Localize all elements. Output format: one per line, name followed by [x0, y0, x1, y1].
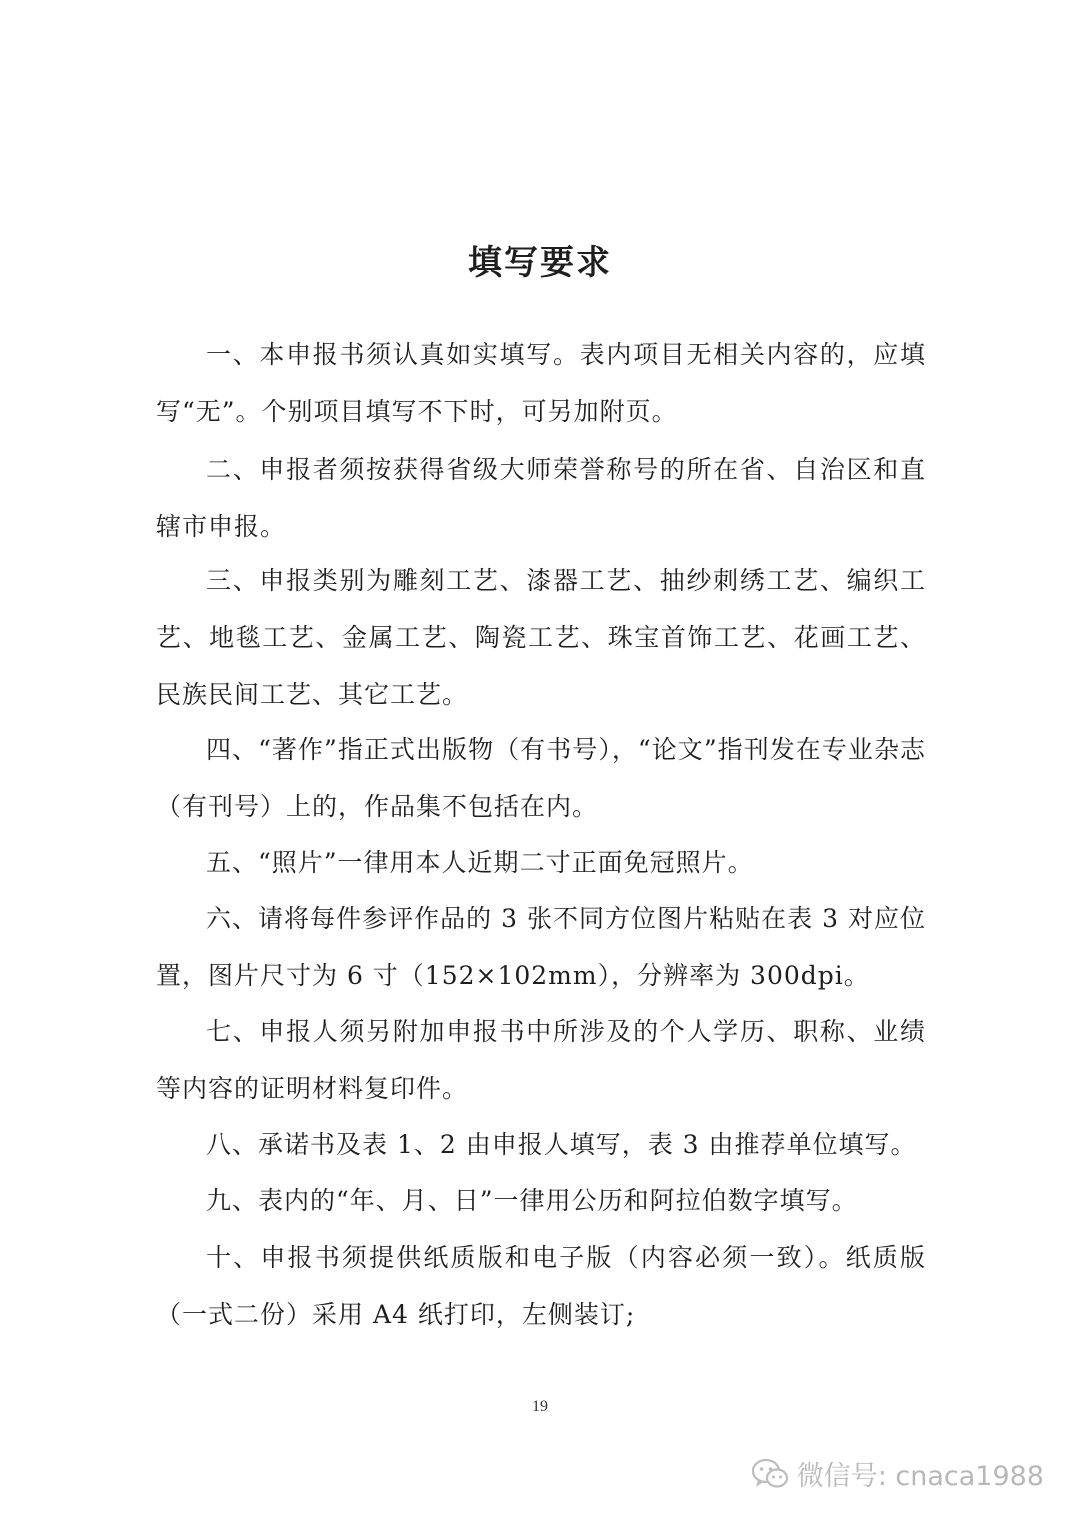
requirement-item-10: 十、申报书须提供纸质版和电子版（内容必须一致）。纸质版（一式二份）采用 A4 纸打印，左侧装订;: [156, 1243, 926, 1329]
requirement-item-5: 五、“照片”一律用本人近期二寸正面免冠照片。: [206, 848, 754, 877]
wechat-watermark: [751, 1454, 1044, 1493]
requirement-item-1: 一、本申报书须认真如实填写。表内项目无相关内容的，应填写“无”。个别项目填写不下时，可另加附页。: [156, 340, 926, 426]
page-number: 19: [532, 1398, 548, 1415]
requirement-item-7: 七、申报人须另附加申报书中所涉及的个人学历、职称、业绩等内容的证明材料复印件。: [156, 1017, 926, 1103]
requirement-item-8: 八、承诺书及表 1、2 由申报人填写，表 3 由推荐单位填写。: [206, 1130, 917, 1159]
requirement-item-4: 四、“著作”指正式出版物（有书号），“论文”指刊发在专业杂志（有刊号）上的，作品集不包括在内。: [156, 735, 926, 821]
wechat-id-text: 微信号: cnaca1988: [796, 1461, 1044, 1492]
requirement-item-6: 六、请将每件参评作品的 3 张不同方位图片粘贴在表 3 对应位置，图片尺寸为 6 寸（152×102mm），分辨率为 300dpi。: [156, 904, 926, 990]
page-title: 填写要求: [468, 242, 612, 283]
requirement-item-2: 二、申报者须按获得省级大师荣誉称号的所在省、自治区和直辖市申报。: [156, 455, 926, 541]
wechat-icon: [751, 1457, 789, 1491]
requirement-item-3: 三、申报类别为雕刻工艺、漆器工艺、抽纱刺绣工艺、编织工艺、地毯工艺、金属工艺、陶瓷工艺、珠宝首饰工艺、花画工艺、民族民间工艺、其它工艺。: [156, 566, 926, 709]
requirement-item-9: 九、表内的“年、月、日”一律用公历和阿拉伯数字填写。: [206, 1186, 858, 1215]
